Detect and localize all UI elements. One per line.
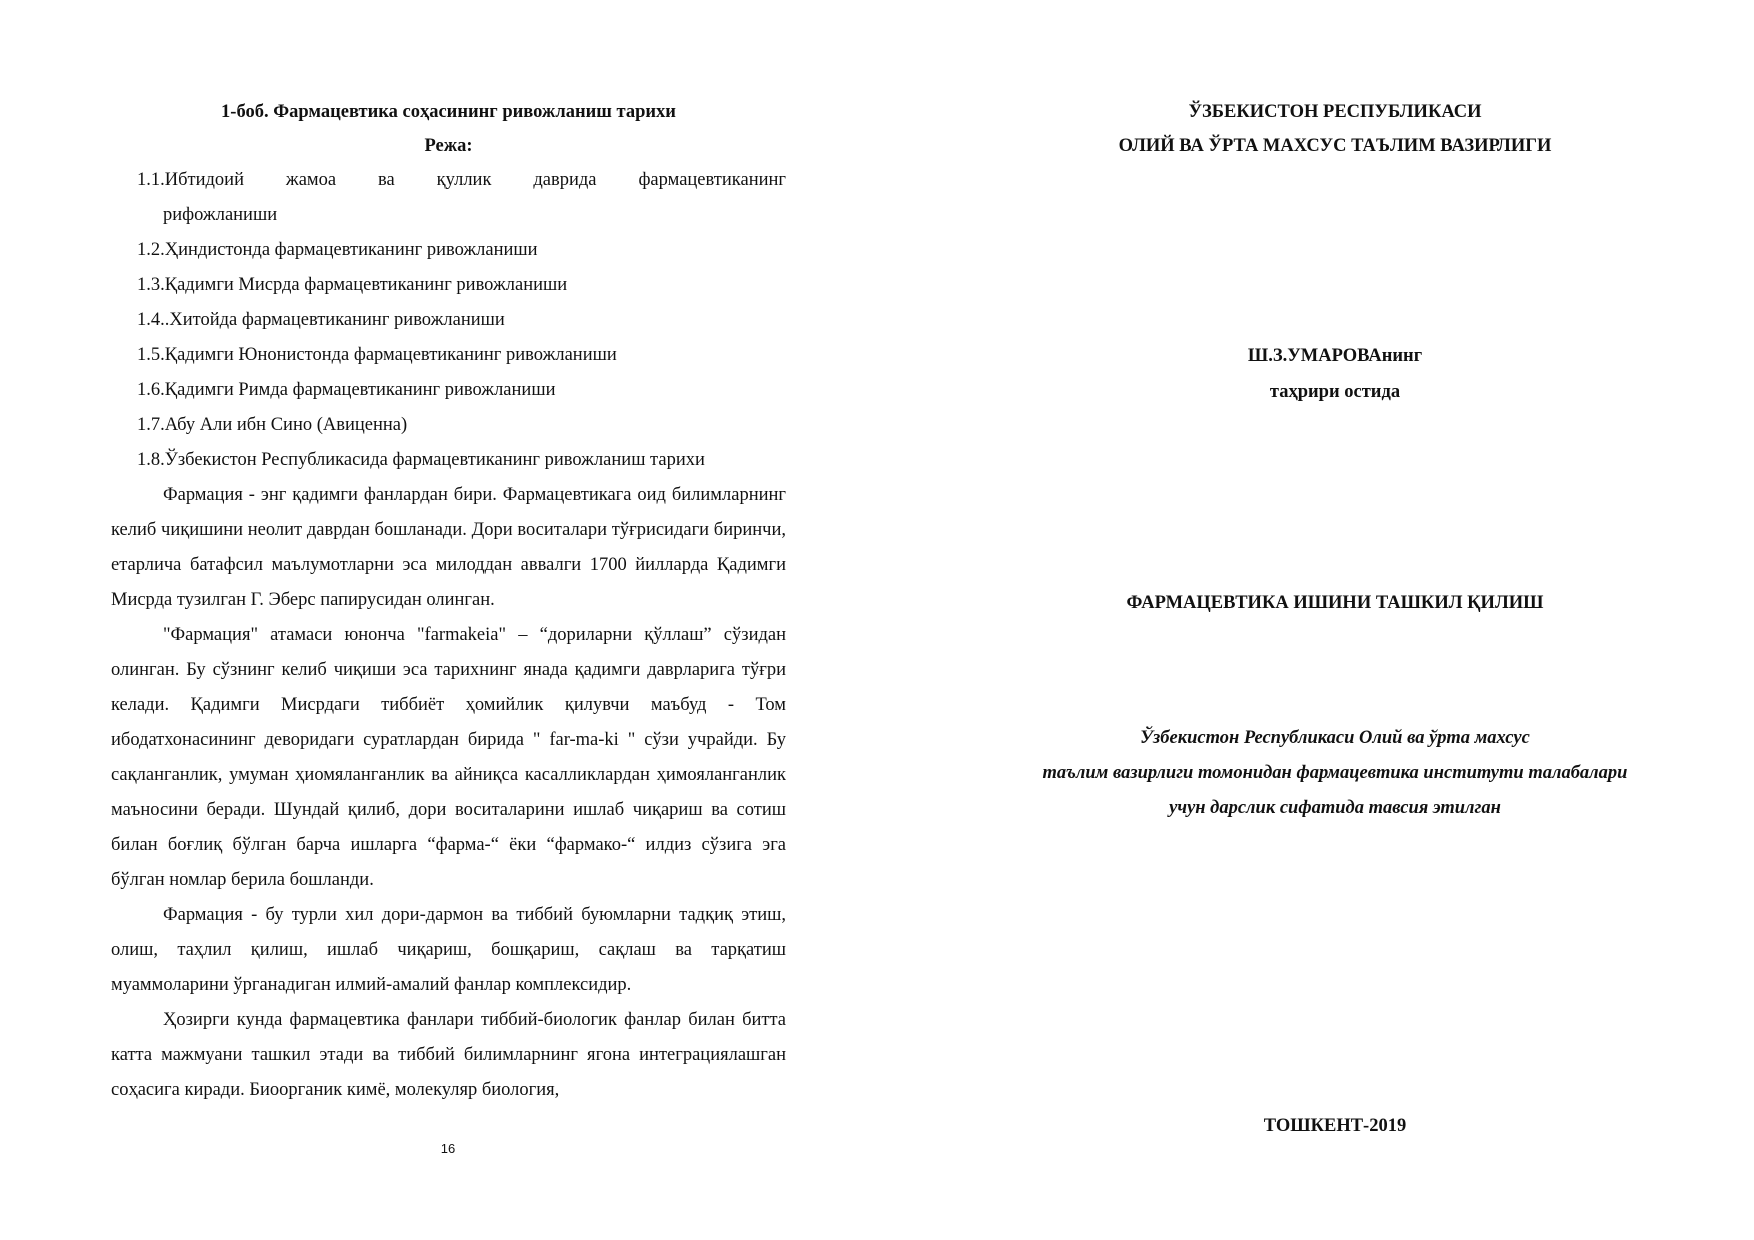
plan-item-continuation: рифожланиши <box>163 205 278 225</box>
book-title: ФАРМАЦЕВТИКА ИШИНИ ТАШКИЛ ҚИЛИШ <box>1126 593 1544 613</box>
city-year: ТОШКЕНТ-2019 <box>1263 1116 1407 1136</box>
editor-credit <box>985 338 1685 410</box>
body-paragraph: Ҳозирги кунда фармацевтика фанлари тиббий-биологик фанлар билан битта катта мажмуани ташкил этади ва тиббий билимларнинг ягона интеграциялашган соҳасига киради. Биоорганик кимё, молекуляр биология, <box>111 1010 786 1100</box>
plan-item <box>111 163 786 233</box>
approval-note <box>985 721 1685 826</box>
ministry-heading <box>985 95 1685 163</box>
left-page <box>111 95 786 1108</box>
plan-list <box>111 163 786 478</box>
approval-line: Ўзбекистон Республикаси Олий ва ўрта махсус <box>1140 728 1530 748</box>
body-paragraph: Фармация - бу турли хил дори-дармон ва тиббий буюмларни тадқиқ этиш, олиш, таҳлил қилиш, ишлаб чиқариш, бошқариш, сақлаш ва тарқатиш муаммоларини ўрганадиган илмий-амалий фанлар комплексидир. <box>111 905 786 995</box>
editor-role: таҳрири остида <box>1269 382 1401 402</box>
plan-heading: Режа: <box>424 136 473 156</box>
body-paragraph: "Фармация" атамаси юнонча "farmakeia" – “дориларни қўллаш” сўзидан олинган. Бу сўзнинг келиб чиқиши эса тарихнинг янада қадимги даврларига тўғри келади. Қадимги Мисрдаги тиббиёт ҳомийлик қилувчи маъбуд - Том ибодатхонасининг деворидаги суратлардан бирида " far-ma-ki " сўзи учрайди. Бу сақланганлик, умуман ҳиомяланганлик ва айниқса касалликлардан ҳимояланганлик маъносини беради. Шундай қилиб, дори воситаларини ишлаб чиқариш ва сотиш билан боғлиқ бўлган барча ишларга “фарма-“ ёки “фармако-“ илдиз сўзига эга бўлган номлар берила бошланди. <box>111 625 786 890</box>
plan-item: 1.6.Қадимги Римда фармацевтиканинг ривожланиши <box>137 380 556 400</box>
plan-item-text: 1.1.Ибтидоий жамоа ва қуллик даврида фармацевтиканинг <box>137 170 786 190</box>
body-paragraph: Фармация - энг қадимги фанлардан бири. Фармацевтикага оид билимларнинг келиб чиқишини неолит даврдан бошланади. Дори воситалари тўғрисидаги биринчи, етарлича батафсил маълумотларни эса милоддан аввалги 1700 йилларда Қадимги Мисрда тузилган Г. Эберс папирусидан олинган. <box>111 485 786 610</box>
plan-item: 1.4..Хитойда фармацевтиканинг ривожланиши <box>137 310 505 330</box>
plan-item: 1.5.Қадимги Юнонистонда фармацевтиканинг ривожланиши <box>137 345 617 365</box>
editor-name: Ш.З.УМАРОВАнинг <box>1247 346 1423 366</box>
plan-item: 1.2.Ҳиндистонда фармацевтиканинг ривожланиши <box>137 240 538 260</box>
approval-line: таълим вазирлиги томонидан фармацевтика институти талабалари <box>1042 763 1628 783</box>
ministry-line: ОЛИЙ ВА ЎРТА МАХСУС ТАЪЛИМ ВАЗИРЛИГИ <box>1118 136 1552 156</box>
ministry-line: ЎЗБЕКИСТОН РЕСПУБЛИКАСИ <box>1188 102 1482 122</box>
approval-line: учун дарслик сифатида тавсия этилган <box>1169 798 1501 818</box>
plan-item: 1.7.Абу Али ибн Сино (Авиценна) <box>137 415 408 435</box>
plan-item: 1.8.Ўзбекистон Республикасида фармацевтиканинг ривожланиш тарихи <box>137 450 705 470</box>
plan-item: 1.3.Қадимги Мисрда фармацевтиканинг ривожланиши <box>137 275 568 295</box>
page-number: 16 <box>440 1141 456 1156</box>
chapter-title: 1-боб. Фармацевтика соҳасининг ривожланиш тарихи <box>221 102 676 122</box>
right-page <box>985 95 1685 1155</box>
